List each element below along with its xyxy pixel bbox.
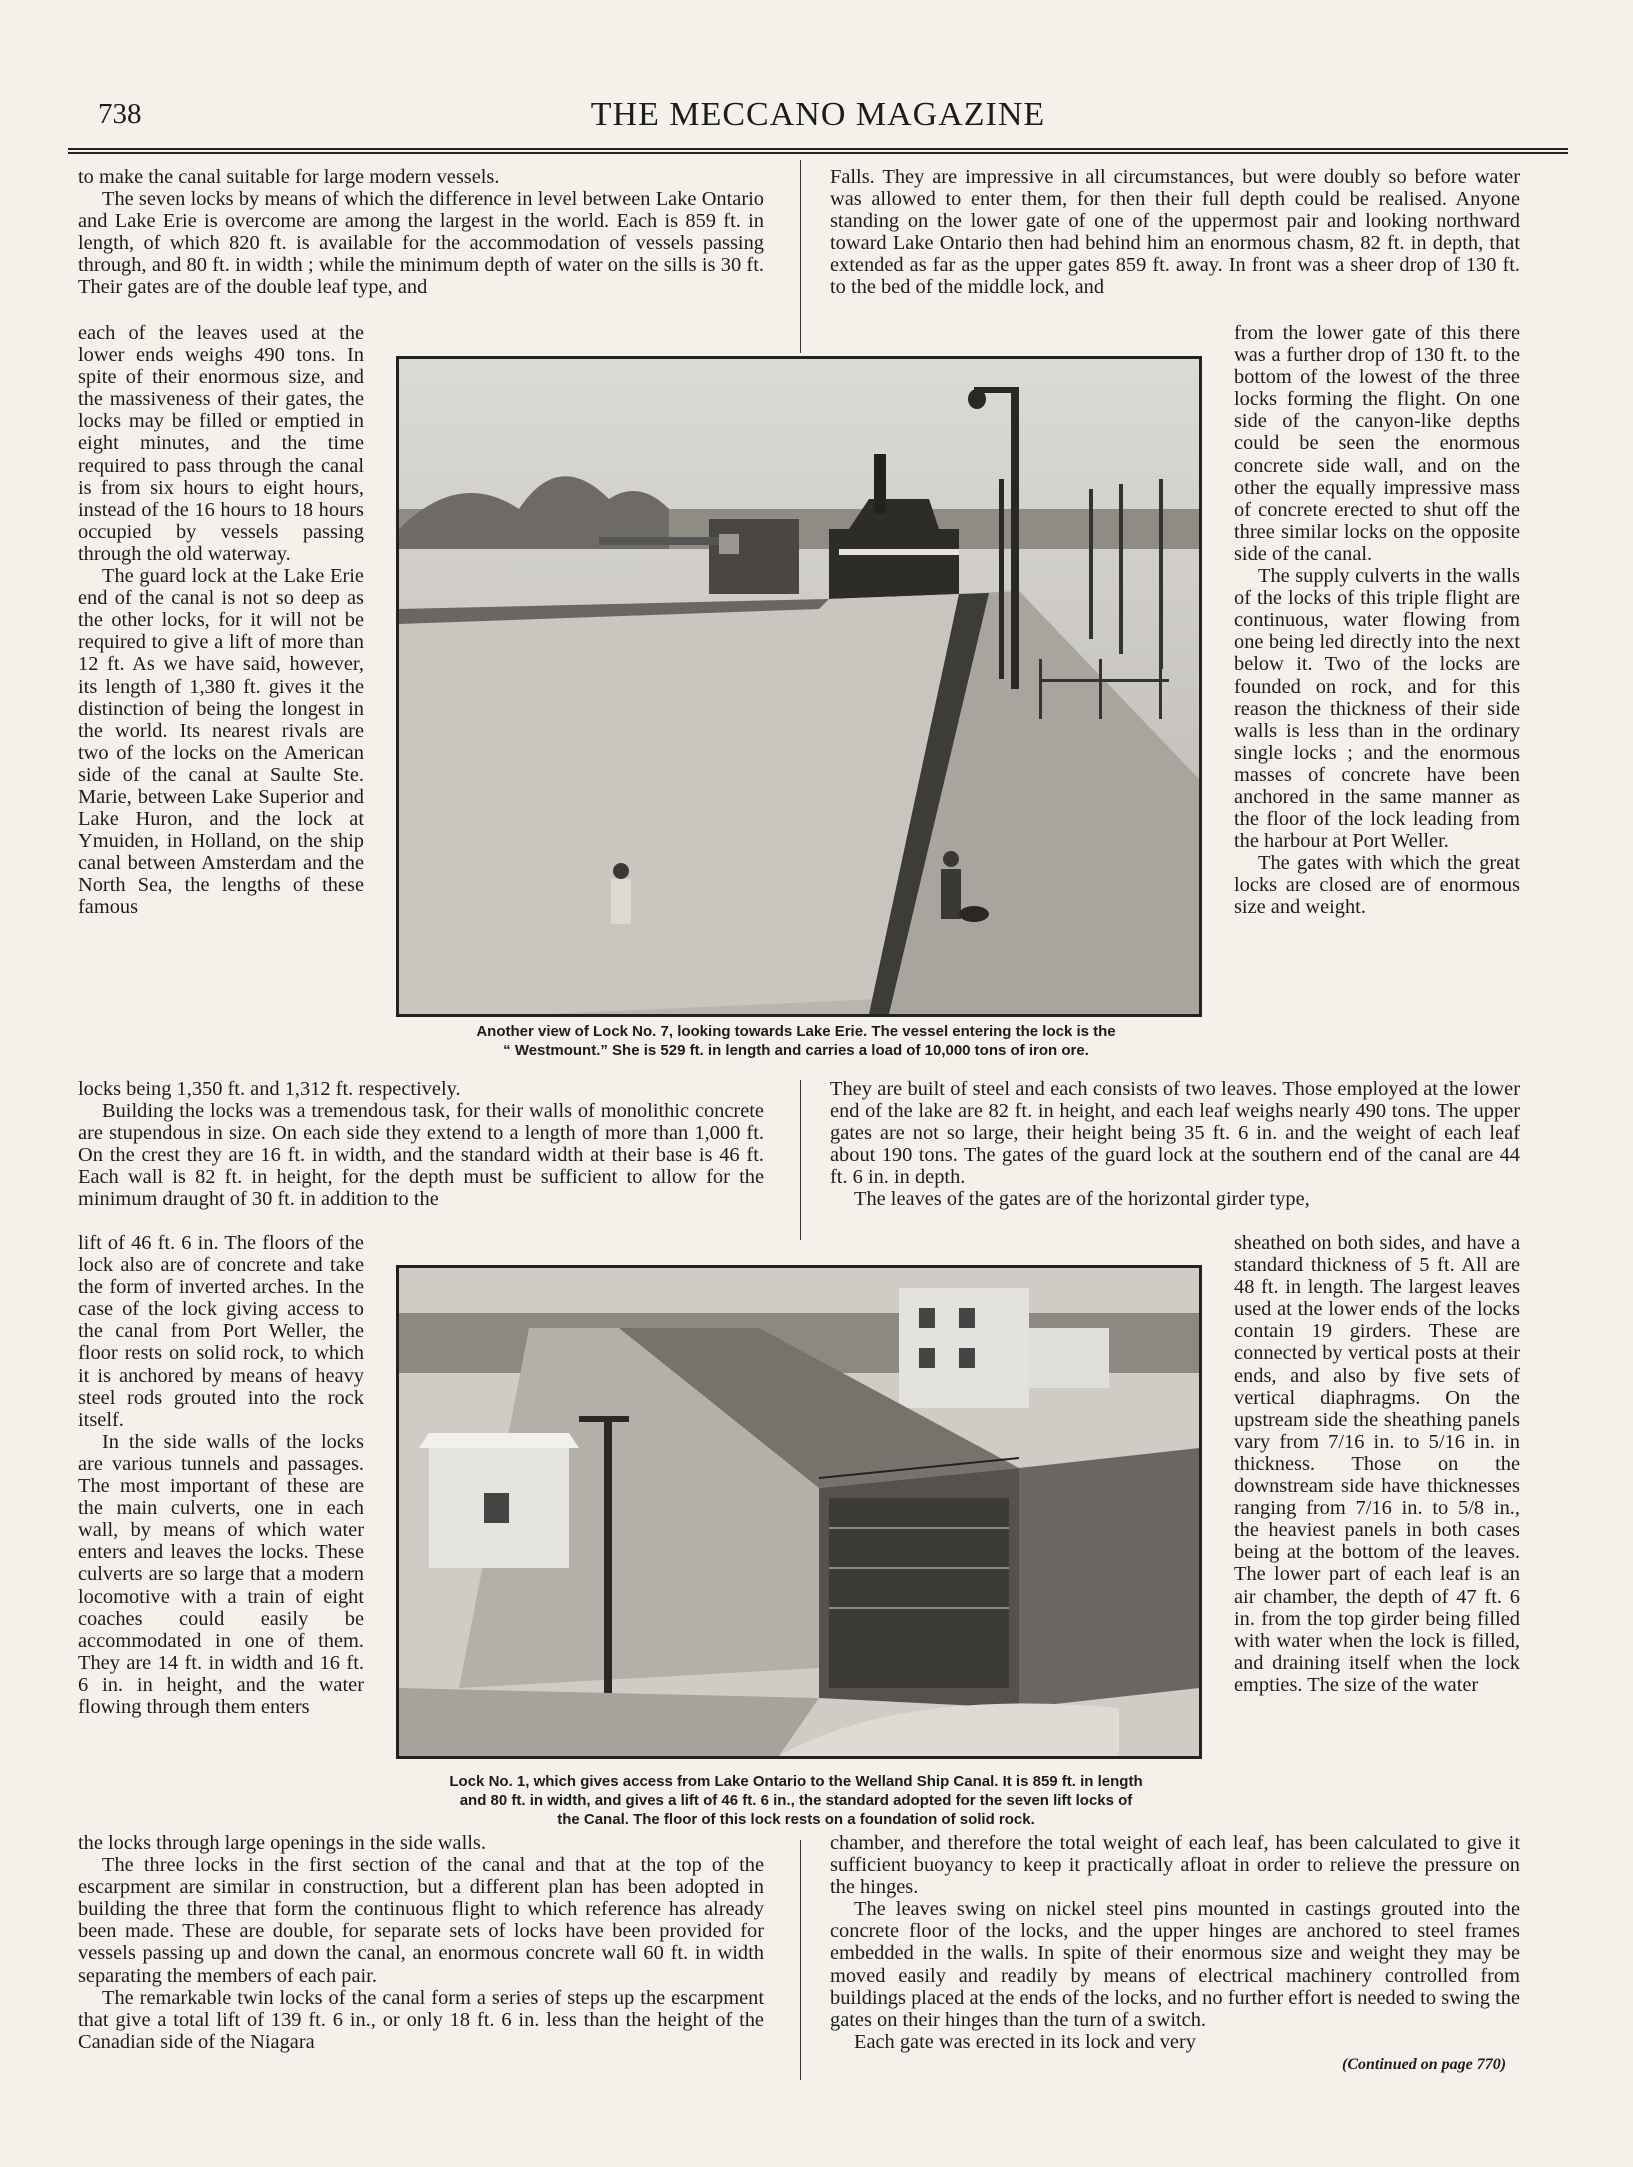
left-column-middle (78, 1078, 764, 1211)
paragraph: The guard lock at the Lake Erie end of the canal is not so deep as the other locks, for it will not be required to give a lift of more than 12 ft. As we have said, however, its length of 1,380 ft. gives it the distinction of being the longest in the world. Its nearest rivals are two of the locks on the American side of the canal at Saulte Ste. Marie, between Lake Superior and Lake Huron, and the lock at Ymuiden, in Holland, on the ship canal between Amsterdam and the North Sea, the lengths of these famous (78, 565, 364, 919)
paragraph: The three locks in the first section of the canal and that at the top of the escarpment are similar in construction, but a different plan has been adopted in building the three that form the continuous flight to which reference has already been made. These are double, for separate sets of locks have been provided for vessels passing up and down the canal, an enormous concrete wall 60 ft. in width separating the members of each pair. (78, 1854, 764, 1987)
column-divider (800, 1080, 801, 1240)
paragraph: The remarkable twin locks of the canal form a series of steps up the escarpment that give a total lift of 139 ft. 6 in., or only 18 ft. 6 in. less than the height of the Canadian side of the Niagara (78, 1986, 764, 2053)
lock-7-photo-image (399, 359, 1199, 1014)
column-divider (800, 1840, 801, 2080)
lock-1-photo-image (399, 1268, 1199, 1756)
photo-lock-7 (396, 356, 1202, 1017)
right-column-bottom (830, 1832, 1520, 2053)
continued-note: (Continued on page 770) (1342, 2056, 1507, 2073)
paragraph: each of the leaves used at the lower ends weighs 490 tons. In spite of their enormous size, and the massiveness of their gates, the locks may be filled or emptied in eight minutes, and the time required to pass through the canal is from six hours to eight hours, instead of the 16 hours to 18 hours occupied by vessels passing through the old waterway. (78, 322, 364, 565)
caption-line: Another view of Lock No. 7, looking towards Lake Erie. The vessel entering the lock is the (476, 1023, 1116, 1040)
header-rule (68, 148, 1568, 150)
paragraph: The supply culverts in the walls of the locks of this triple flight are continuous, water flowing from one being led directly into the next below it. Two of the locks are founded on rock, and for this reason the thickness of their side walls is less than in the ordinary single locks ; and the enormous masses of concrete have been anchored in the same manner as the floor of the lock leading from the harbour at Port Weller. (1234, 565, 1520, 853)
column-divider (800, 160, 801, 353)
paragraph: The seven locks by means of which the difference in level between Lake Ontario and Lake Erie is overcome are among the largest in the world. Each is 859 ft. in length, of which 820 ft. is available for the accommodation of vessels passing through, and 80 ft. in width ; while the minimum depth of water on the sills is 30 ft. Their gates are of the double leaf type, and (78, 188, 764, 299)
left-column-bottom (78, 1832, 764, 2053)
page-header (68, 96, 1568, 146)
page-number: 738 (98, 98, 142, 130)
paragraph: The leaves swing on nickel steel pins mounted in castings grouted into the concrete floor of the locks, and the upper hinges are anchored to steel frames embedded in the walls. In spite of their enormous size and weight they may be moved easily and readily by means of electrical machinery controlled from buildings placed at the ends of the locks, and no further effort is needed to swing the gates on their hinges than the turn of a switch. (830, 1898, 1520, 2031)
right-column-top (830, 166, 1520, 299)
photo-lock-1 (396, 1265, 1202, 1759)
paragraph: locks being 1,350 ft. and 1,312 ft. respectively. (78, 1078, 461, 1100)
paragraph: Falls. They are impressive in all circumstances, but were doubly so before water was allowed to enter them, for then their full depth could be realised. Anyone standing on the lower gate of one of the uppermost pair and looking northward toward Lake Ontario then had behind him an enormous chasm, 82 ft. in depth, that extended as far as the upper gates 859 ft. away. In front was a sheer drop of 130 ft. to the bed of the middle lock, and (830, 166, 1520, 299)
paragraph: The leaves of the gates are of the horizontal girder type, (854, 1188, 1310, 1211)
paragraph: to make the canal suitable for large modern vessels. (78, 166, 500, 188)
paragraph: from the lower gate of this there was a further drop of 130 ft. to the bottom of the lowest of the three locks forming the flight. On one side of the canyon-like depths could be seen the enormous concrete side wall, and on the other the equally impressive mass of concrete erected to shut off the three similar locks on the opposite side of the canal. (1234, 322, 1520, 565)
paragraph: The gates with which the great locks are closed are of enormous size and weight. (1234, 852, 1520, 919)
right-column-middle (830, 1078, 1520, 1211)
right-column-narrow-a (1234, 322, 1520, 919)
paragraph: the locks through large openings in the side walls. (78, 1832, 486, 1854)
paragraph: Each gate was erected in its lock and very (854, 2030, 1196, 2053)
left-column-narrow-b (78, 1232, 364, 1718)
right-column-narrow-b (1234, 1232, 1520, 1696)
magazine-title: THE MECCANO MAGAZINE (590, 96, 1046, 133)
left-column-narrow-a (78, 322, 364, 919)
left-column-top (78, 166, 764, 299)
photo-lock-1-caption (380, 1772, 1212, 1829)
caption-line: and 80 ft. in width, and gives a lift of 46 ft. 6 in., the standard adopted for the seven lift locks of (459, 1792, 1133, 1809)
header-rule-thin (68, 152, 1568, 154)
photo-lock-7-caption (380, 1022, 1212, 1060)
caption-line: “ Westmount.” She is 529 ft. in length and carries a load of 10,000 tons of iron ore. (503, 1042, 1089, 1059)
paragraph: In the side walls of the locks are various tunnels and passages. The most important of these are the main culverts, one in each wall, by means of which water enters and leaves the locks. These culverts are so large that a modern locomotive with a train of eight coaches could easily be accommodated in one of them. They are 14 ft. in width and 16 ft. 6 in. in height, and the water flowing through them enters (78, 1430, 364, 1718)
paragraph: lift of 46 ft. 6 in. The floors of the lock also are of concrete and take the form of inverted arches. In the case of the lock giving access to the canal from Port Weller, the floor rests on solid rock, to which it is anchored by means of heavy steel rods grouted into the rock itself. (78, 1232, 364, 1431)
paragraph: sheathed on both sides, and have a standard thickness of 5 ft. All are 48 ft. in length. The largest leaves used at the lower ends of the locks contain 19 girders. These are connected by vertical posts at their ends, and also by five sets of vertical diaphragms. On the upstream side the sheathing panels vary from 7/16 in. to 5/16 in. in thickness. Those on the downstream side have thicknesses ranging from 7/16 in. to 5/8 in., the heaviest panels in both cases being at the bottom of the leaves. The lower part of each leaf is an air chamber, the depth of 47 ft. 6 in. from the top girder being filled with water when the lock is filled, and draining itself when the lock empties. The size of the water (1234, 1232, 1520, 1696)
paragraph: They are built of steel and each consists of two leaves. Those employed at the lower end of the lake are 82 ft. in height, and each leaf weighs nearly 490 tons. The upper gates are not so large, their height being 35 ft. 6 in. and the weight of each leaf about 190 tons. The gates of the guard lock at the southern end of the canal are 44 ft. 6 in. in depth. (830, 1078, 1520, 1189)
caption-line: Lock No. 1, which gives access from Lake Ontario to the Welland Ship Canal. It is 859 ft. in length (449, 1773, 1143, 1790)
paragraph: Building the locks was a tremendous task, for their walls of monolithic concrete are stupendous in size. On each side they extend to a length of more than 1,000 ft. On the crest they are 16 ft. in width, and the standard width at their base is 46 ft. Each wall is 82 ft. in height, for the depth must be sufficient to allow for the minimum draught of 30 ft. in addition to the (78, 1100, 764, 1211)
paragraph: chamber, and therefore the total weight of each leaf, has been calculated to give it sufficient buoyancy to keep it practically afloat in order to relieve the pressure on the hinges. (830, 1832, 1520, 1899)
caption-line: the Canal. The floor of this lock rests on a foundation of solid rock. (557, 1811, 1035, 1828)
